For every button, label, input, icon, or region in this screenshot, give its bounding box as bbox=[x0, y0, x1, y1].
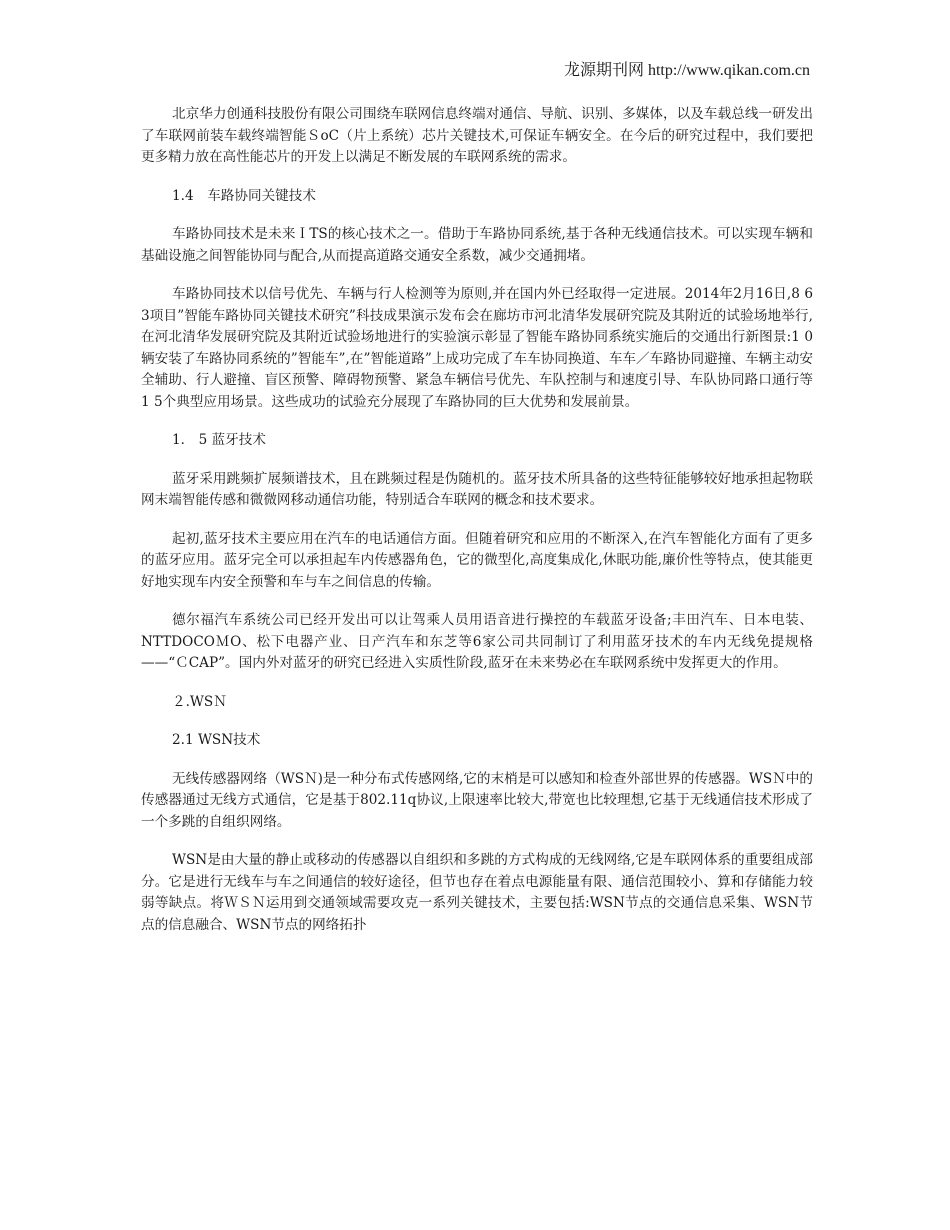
paragraph-wsn-definition: 无线传感器网络（WSＮ)是一种分布式传感网络,它的末梢是可以感知和检查外部世界的传感器。WSＮ中的传感器通过无线方式通信，它是基于802.11q协议,上限速率比较大,带宽也比较理想,它基于无线通信技术形成了一个多跳的自组织网络。 bbox=[141, 770, 813, 830]
document-body bbox=[141, 104, 813, 953]
paragraph-cooperative-progress: 车路协同技术以信号优先、车辆与行人检测等为原则,并在国内外已经取得一定进展。2014年2月16日,8 6 3项目”智能车路协同关键技术研究”科技成果演示发布会在廊坊市河北清华发展研究院及其附近的试验场地举行,在河北清华发展研究院及其附近试验场地进行的实验演示彰显了智能车路协同系统实施后的交通出行新图景:1 0辆安装了车路协同系统的”智能车”,在”智能道路”上成功完成了车车协同换道、车车／车路协同避撞、车辆主动安全辅助、行人避撞、盲区预警、障碍物预警、紧急车辆信号优先、车队控制与和速度引导、车队协同路口通行等1 5个典型应用场景。这些成功的试验充分展现了车路协同的巨大优势和发展前景。 bbox=[141, 286, 813, 410]
site-header: 龙源期刊网 http://www.qikan.com.cn bbox=[563, 62, 810, 79]
section-heading-2: ２.WSＮ bbox=[172, 693, 227, 710]
paragraph-bluetooth-intro: 蓝牙采用跳频扩展频谱技术，且在跳频过程是伪随机的。蓝牙技术所具备的这些特征能够较好地承担起物联网末端智能传感和微微网移动通信功能，特别适合车联网的概念和技术要求。 bbox=[141, 470, 813, 508]
section-heading-1-5: 1． 5 蓝牙技术 bbox=[172, 432, 266, 448]
paragraph-chip: 北京华力创通科技股份有限公司围绕车联网信息终端对通信、导航、识别、多媒体，以及车载总线一研发出了车联网前装车载终端智能ＳoC（片上系统）芯片关键技术,可保证车辆安全。在今后的研究过程中，我们要把更多精力放在高性能芯片的开发上以满足不断发展的车联网系统的需求。 bbox=[141, 106, 813, 165]
paragraph-cooperative-intro: 车路协同技术是未来ＩTS的核心技术之一。借助于车路协同系统,基于各种无线通信技术。可以实现车辆和基础设施之间智能协同与配合,从而提高道路交通安全系数，减少交通拥堵。 bbox=[141, 226, 813, 264]
section-heading-2-1: 2.1 WSN技术 bbox=[172, 732, 261, 748]
paragraph-bluetooth-application: 起初,蓝牙技术主要应用在汽车的电话通信方面。但随着研究和应用的不断深入,在汽车智能化方面有了更多的蓝牙应用。蓝牙完全可以承担起车内传感器角色，它的微型化,高度集成化,休眠功能,廉价性等特点，使其能更好地实现车内安全预警和车与车之间信息的传输。 bbox=[141, 530, 813, 590]
paragraph-wsn-role: WSN是由大量的静止或移动的传感器以自组织和多跳的方式构成的无线网络,它是车联网体系的重要组成部分。它是进行无线车与车之间通信的较好途径，但节也存在着点电源能量有限、通信范围较小、算和存储能力较弱等缺点。将ＷＳＮ运用到交通领域需要攻克一系列关键技术，主要包括:WSN节点的交通信息采集、WSN节点的信息融合、WSN节点的网络拓扑 bbox=[141, 852, 813, 933]
paragraph-bluetooth-industry: 德尔福汽车系统公司已经开发出可以让驾乘人员用语音进行操控的车载蓝牙设备;丰田汽车、日本电装、NTTDOCOＭO、松下电器产业、日产汽车和东芝等6家公司共同制订了利用蓝牙技术的车内无线免提规格——“ＣCAP”。国内外对蓝牙的研究已经进入实质性阶段,蓝牙在未来势必在车联网系统中发挥更大的作用。 bbox=[141, 612, 813, 671]
section-heading-1-4: 1.4 车路协同关键技术 bbox=[172, 187, 316, 204]
